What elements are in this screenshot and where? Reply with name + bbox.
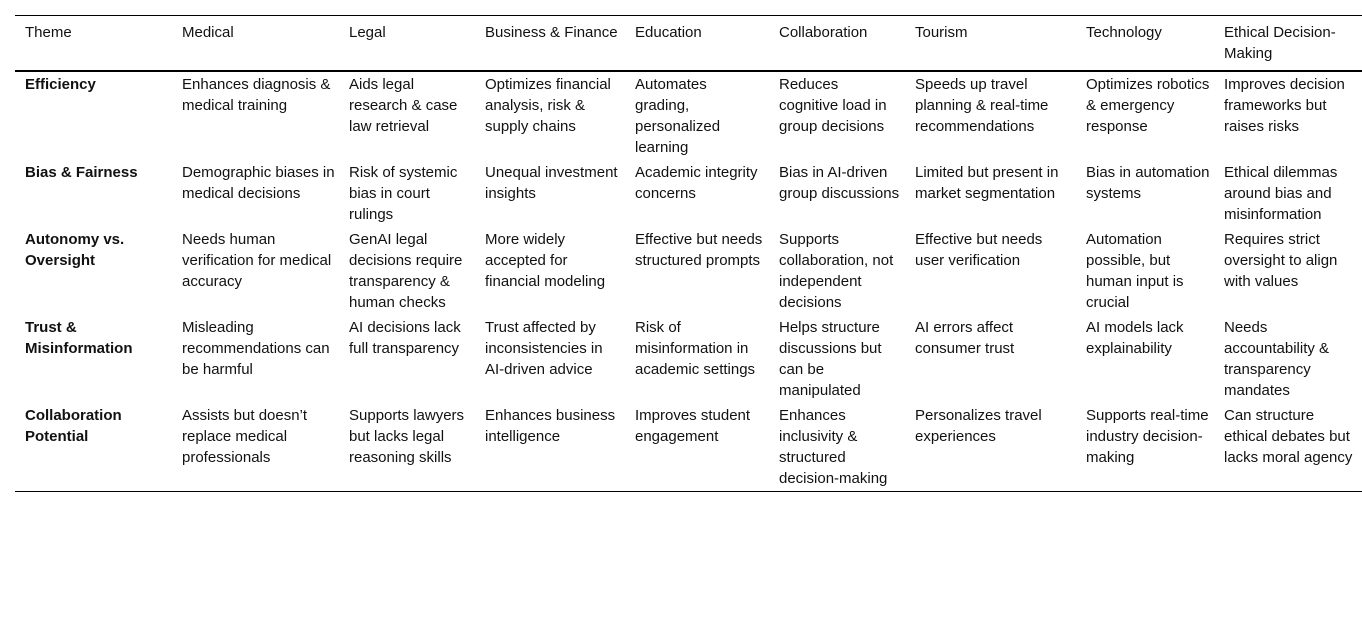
table-cell: AI errors affect consumer trust [915,319,1015,357]
table-row [15,403,1362,492]
table-cell: Needs accountability & transparency mandates [1224,319,1330,399]
row-theme-cell: Autonomy vs. Oversight [25,231,125,269]
table-cell: Supports real-time industry decision-making [1086,407,1209,466]
table-cell: Misleading recommendations can be harmful [182,319,330,378]
header-cell-legal: Legal [349,24,386,41]
table-cell: Bias in AI-driven group discussions [779,164,900,202]
header-cell-technology: Technology [1086,24,1162,41]
row-theme-cell: Bias & Fairness [25,164,138,181]
table-cell: AI models lack explainability [1086,319,1184,357]
header-cell-tourism: Tourism [915,24,968,41]
table-row [15,71,1362,160]
table-cell: AI decisions lack full transparency [349,319,461,357]
table-cell: Needs human verification for medical accuracy [182,231,332,290]
table-cell: Supports collaboration, not independent decisions [779,231,894,311]
table-cell: Improves decision frameworks but raises risks [1224,76,1345,135]
table-cell: Reduces cognitive load in group decisions [779,76,887,135]
comparison-table-container [15,15,1362,492]
table-cell: Risk of systemic bias in court rulings [349,164,458,223]
table-header [15,16,1362,72]
table-cell: Unequal investment insights [485,164,618,202]
header-cell-theme: Theme [25,24,72,41]
table-row [15,160,1362,227]
table-body [15,71,1362,492]
table-cell: Enhances business intelligence [485,407,616,445]
table-cell: Supports lawyers but lacks legal reasoning skills [349,407,465,466]
table-cell: Assists but doesn’t replace medical professionals [182,407,308,466]
row-theme-cell: Efficiency [25,76,96,93]
table-cell: Helps structure discussions but can be manipulated [779,319,882,399]
table-cell: Optimizes financial analysis, risk & supply chains [485,76,611,135]
header-cell-ethical-decision-making: Ethical Decision-Making [1224,24,1336,62]
table-cell: Ethical dilemmas around bias and misinformation [1224,164,1338,223]
table-cell: Aids legal research & case law retrieval [349,76,458,135]
table-cell: Optimizes robotics & emergency response [1086,76,1210,135]
table-row [15,227,1362,315]
table-cell: Bias in automation systems [1086,164,1210,202]
table-cell: Enhances diagnosis & medical training [182,76,331,114]
table-cell: Limited but present in market segmentation [915,164,1059,202]
header-row [15,16,1362,72]
table-cell: Can structure ethical debates but lacks moral agency [1224,407,1353,466]
table-cell: Improves student engagement [635,407,751,445]
table-row [15,315,1362,403]
table-cell: Personalizes travel experiences [915,407,1042,445]
table-cell: Requires strict oversight to align with values [1224,231,1338,290]
table-cell: Trust affected by inconsistencies in AI-driven advice [485,319,603,378]
row-theme-cell: Trust & Misinformation [25,319,133,357]
table-cell: GenAI legal decisions require transparency & human checks [349,231,463,311]
header-cell-education: Education [635,24,702,41]
table-cell: Effective but needs user verification [915,231,1043,269]
header-cell-collaboration: Collaboration [779,24,868,41]
table-cell: Academic integrity concerns [635,164,758,202]
table-cell: More widely accepted for financial modeling [485,231,606,290]
table-cell: Automation possible, but human input is crucial [1086,231,1184,311]
table-cell: Risk of misinformation in academic settings [635,319,756,378]
header-cell-business-finance: Business & Finance [485,24,618,41]
table-cell: Demographic biases in medical decisions [182,164,335,202]
comparison-table [15,15,1362,492]
row-theme-cell: Collaboration Potential [25,407,122,445]
table-cell: Enhances inclusivity & structured decision-making [779,407,888,487]
table-cell: Automates grading, personalized learning [635,76,721,156]
table-cell: Speeds up travel planning & real-time recommendations [915,76,1049,135]
table-cell: Effective but needs structured prompts [635,231,763,269]
header-cell-medical: Medical [182,24,234,41]
